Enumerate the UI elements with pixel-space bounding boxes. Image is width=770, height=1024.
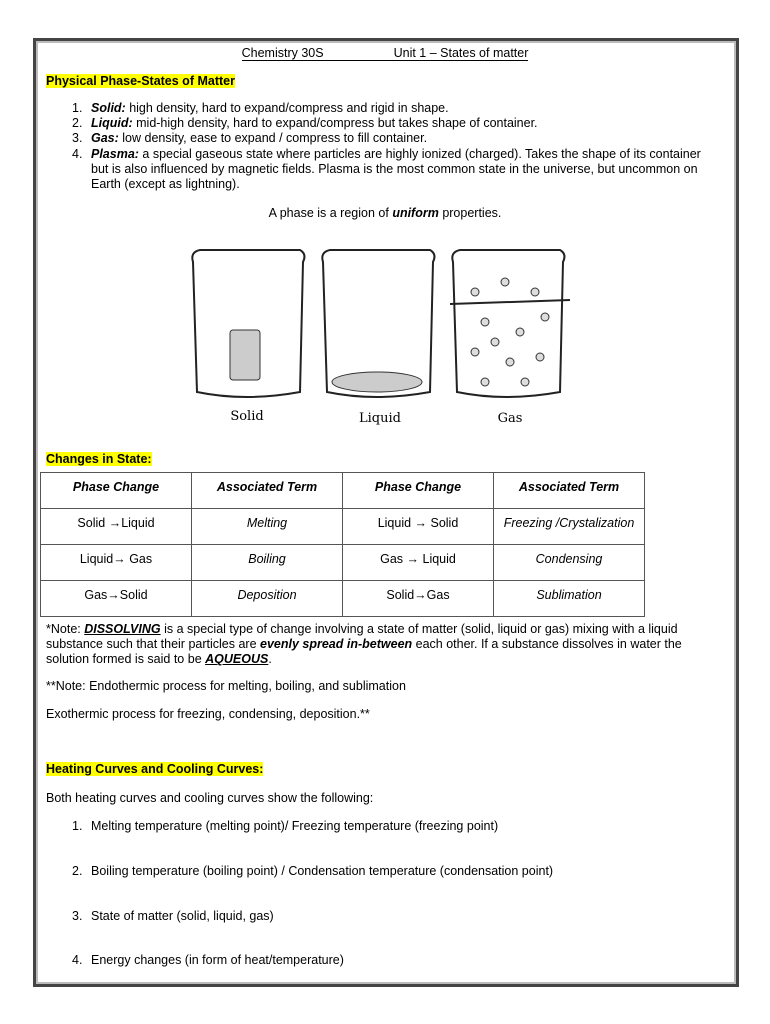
exothermic-note: Exothermic process for freezing, condensing, deposition.** <box>46 707 370 721</box>
table-row: Gas→Solid Deposition Solid→Gas Sublimation <box>41 581 645 617</box>
figure-label-gas: Gas <box>497 411 523 426</box>
list-item: 4. Plasma: a special gaseous state where particles are highly ionized (charged). Takes the shape of its container but is also influenced by magnetic fields. Plasma is the most common state in the universe, but uncommon on Earth (except as lightning). <box>72 146 701 192</box>
list-item: 3. State of matter (solid, liquid, gas) <box>72 909 274 924</box>
section-heading-changes: Changes in State: <box>46 452 152 466</box>
curves-intro: Both heating curves and cooling curves show the following: <box>46 791 374 805</box>
section-heading-phases: Physical Phase-States of Matter <box>46 74 235 88</box>
dissolving-note: *Note: DISSOLVING is a special type of change involving a state of matter (solid, liquid or gas) mixing with a liquid substance such that their particles are evenly spread in-between each other. If a substance dissolves in water the solution formed is said to be AQUEOUS. <box>46 622 682 667</box>
list-item: 2. Boiling temperature (boiling point) / Condensation temperature (condensation point) <box>72 864 554 879</box>
section-heading-curves: Heating Curves and Cooling Curves: <box>46 762 264 776</box>
unit-title: Unit 1 – States of matter <box>393 46 529 60</box>
table-row: Solid →Liquid Melting Liquid → Solid Freezing /Crystalization <box>41 509 645 545</box>
list-item: 3. Gas: low density, ease to expand / compress to fill container. <box>72 131 428 146</box>
figure-label-solid: Solid <box>230 409 264 424</box>
table-row: Liquid→ Gas Boiling Gas → Liquid Condensing <box>41 545 645 581</box>
states-of-matter-figure <box>185 232 580 437</box>
liquid-particles <box>332 372 422 392</box>
course-title: Chemistry 30S <box>241 46 324 60</box>
table-header-row: Phase Change Associated Term Phase Change Associated Term <box>41 473 645 509</box>
solid-particles <box>230 330 260 380</box>
endothermic-note: **Note: Endothermic process for melting, boiling, and sublimation <box>46 679 406 693</box>
list-item: 1. Solid: high density, hard to expand/compress and rigid in shape. <box>72 101 449 115</box>
list-item: 2. Liquid: mid-high density, hard to expand/compress but takes shape of container. <box>72 116 538 131</box>
phase-change-table <box>40 472 645 617</box>
states-list <box>46 101 716 192</box>
figure-label-liquid: Liquid <box>359 411 401 426</box>
list-item: 4. Energy changes (in form of heat/temperature) <box>72 952 344 967</box>
phase-definition: A phase is a region of uniform properties. <box>268 206 502 220</box>
list-item: 1. Melting temperature (melting point)/ Freezing temperature (freezing point) <box>72 819 499 833</box>
beaker-gas <box>452 250 564 397</box>
gas-particles <box>471 278 549 386</box>
page-header <box>0 46 770 61</box>
